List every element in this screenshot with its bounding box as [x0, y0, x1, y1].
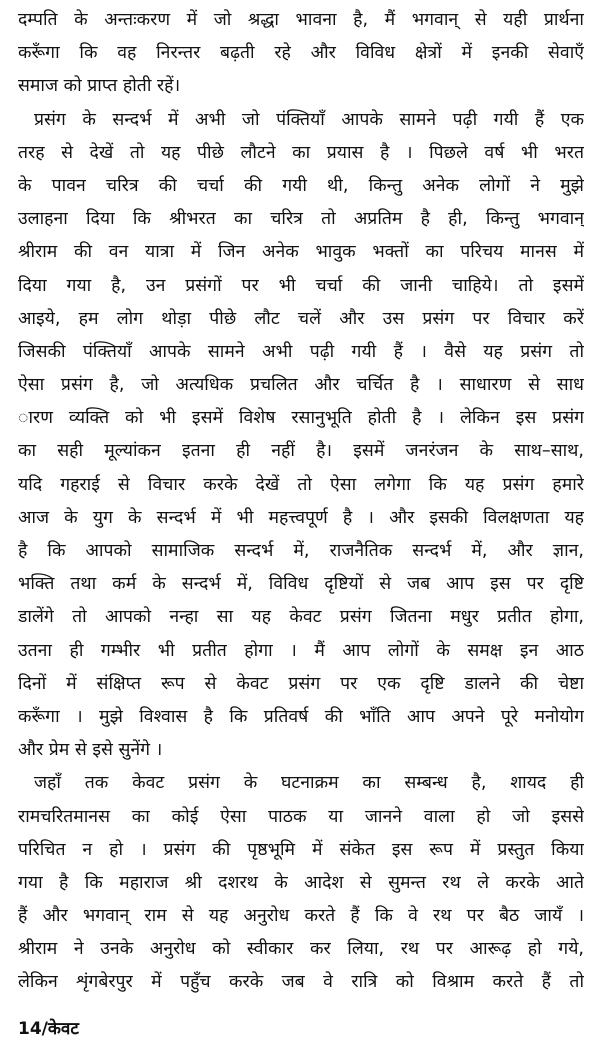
text-line: जिसकी पंक्तियाँ आपके सामने अभी पढ़ी गयी हैं । वैसे यह प्रसंग तो	[18, 341, 584, 362]
text-line: का सही मूल्यांकन इतना ही नहीं है। इसमें जनरंजन के साथ–साथ,	[18, 441, 584, 462]
text-line: ारण व्यक्ति को भी इसमें विशेष रसानुभूति होती है । लेकिन इस प्रसंग	[18, 408, 584, 429]
text-line: प्रसंग के सन्दर्भ में अभी जो पंक्तियाँ आपके सामने पढ़ी गयी हैं एक	[34, 109, 584, 130]
text-line: और प्रेम से इसे सुनेंगे ।	[18, 740, 163, 761]
text-line: तरह से देखें तो यह पीछे लौटने का प्रयास है । पिछले वर्ष भी भरत	[18, 142, 584, 163]
text-line: के पावन चरित्र की चर्चा की गयी थी, किन्तु अनेक लोगों ने मुझे	[18, 175, 584, 196]
text-line: करूँगा । मुझे विश्वास है कि प्रतिवर्ष की भाँति आप अपने पूरे मनोयोग	[18, 706, 584, 727]
page-footer	[18, 1016, 79, 1039]
text-line: उतना ही गम्भीर भी प्रतीत होगा । मैं आप लोगों के समक्ष इन आठ	[18, 640, 584, 661]
text-line: है कि आपको सामाजिक सन्दर्भ में, राजनैतिक सन्दर्भ में, और ज्ञान,	[18, 541, 584, 561]
text-line: श्रीराम ने उनके अनुरोध को स्वीकार कर लिया, रथ पर आरूढ़ हो गये,	[18, 939, 584, 960]
text-line: ऐसा प्रसंग है, जो अत्यधिक प्रचलित और चर्चित है । साधारण से साध	[18, 375, 584, 396]
text-line: भक्ति तथा कर्म के सन्दर्भ में, विविध दृष्टियों से जब आप इस पर दृष्टि	[18, 574, 584, 595]
text-line: हैं और भगवान् राम से यह अनुरोध करते हैं कि वे रथ पर बैठ जायँ ।	[18, 906, 584, 927]
text-line: डालेंगे तो आपको नन्हा सा यह केवट प्रसंग जितना मधुर प्रतीत होगा,	[18, 607, 584, 628]
page-body	[18, 4, 584, 1000]
text-line: समाज को प्राप्त होती रहें।	[18, 76, 181, 97]
text-line: दिनों में संक्षिप्त रूप से केवट प्रसंग पर एक दृष्टि डालने की चेष्टा	[18, 673, 584, 694]
text-line: श्रीराम की वन यात्रा में जिन अनेक भावुक भक्तों का परिचय मानस में	[18, 242, 584, 263]
text-line: उलाहना दिया कि श्रीभरत का चरित्र तो अप्रतिम है ही, किन्तु भगवान्	[18, 209, 584, 230]
text-line: जहाँ तक केवट प्रसंग के घटनाक्रम का सम्बन्ध है, शायद ही	[34, 773, 584, 794]
page-number-label: 14/केवट	[18, 1019, 79, 1039]
text-line: लेकिन शृंगबेरपुर में पहुँच करके जब वे रात्रि को विश्राम करते हैं तो	[18, 972, 584, 993]
text-line: यदि गहराई से विचार करके देखें तो ऐसा लगेगा कि यह प्रसंग हमारे	[18, 474, 584, 495]
text-line: करूँगा कि वह निरन्तर बढ़ती रहे और विविध क्षेत्रों में इनकी सेवाएँ	[18, 43, 584, 64]
text-line: दम्पति के अन्तःकरण में जो श्रद्धा भावना है, मैं भगवान् से यही प्रार्थना	[18, 10, 584, 30]
text-line: रामचरितमानस का कोई ऐसा पाठक या जानने वाला हो जो इससे	[18, 806, 584, 827]
text-line: परिचित न हो । प्रसंग की पृष्ठभूमि में संकेत इस रूप में प्रस्तुत किया	[18, 839, 584, 860]
text-line: दिया गया है, उन प्रसंगों पर भी चर्चा की जानी चाहिये। तो इसमें	[18, 275, 584, 296]
text-line: आइये, हम लोग थोड़ा पीछे लौट चलें और उस प्रसंग पर विचार करें	[18, 308, 584, 329]
text-line: गया है कि महाराज श्री दशरथ के आदेश से सुमन्त रथ ले करके आते	[18, 872, 584, 893]
text-line: आज के युग के सन्दर्भ में भी महत्त्वपूर्ण है । और इसकी विलक्षणता यह	[18, 507, 584, 528]
